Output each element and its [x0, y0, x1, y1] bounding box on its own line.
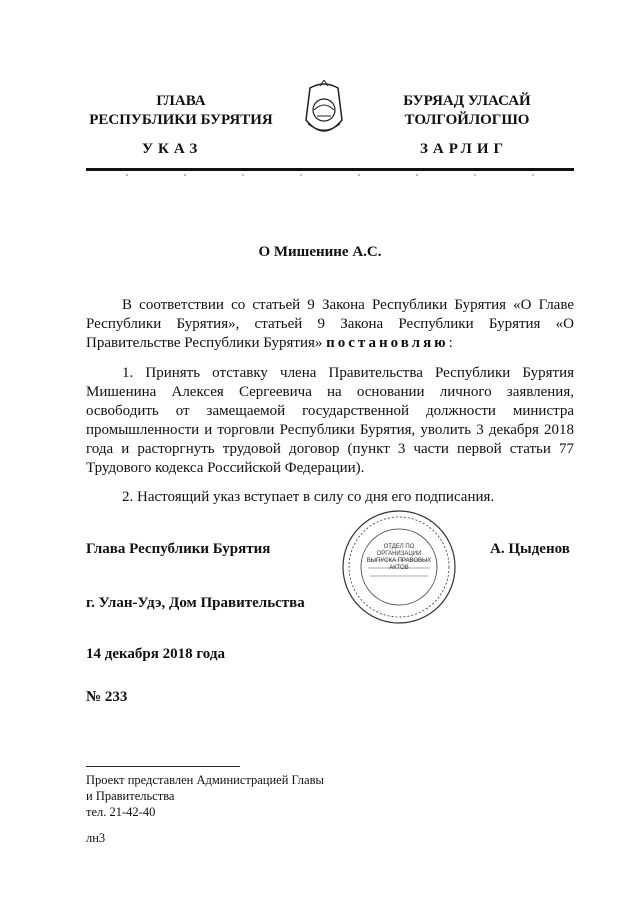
header-right-line1: БУРЯАД УЛАСАЙ: [403, 93, 531, 109]
coat-of-arms-emblem: [300, 80, 348, 146]
item-1-paragraph: [86, 364, 574, 478]
footer-code: лн3: [86, 831, 106, 845]
doc-type-zarlig: ЗАРЛИГ: [420, 141, 509, 157]
signatory-name: А. Цыденов: [490, 541, 570, 557]
footer-note: [86, 772, 324, 820]
header-left-line2: РЕСПУБЛИКИ БУРЯТИЯ: [89, 112, 273, 128]
header-left-line1: ГЛАВА: [156, 93, 206, 109]
signatory-position: Глава Республики Бурятия: [86, 541, 271, 557]
decree-number: № 233: [86, 689, 128, 705]
item-1-text: 1. Принять отставку члена Правительства Республики Бурятия Мишенина Алексея Сергеевича на основании личного заявления, освободить от замещаемой государственной должности министра промышленности и торговли Республики Бурятия, уволить 3 декабря 2018 года и расторгнуть трудовой договор (пункт 3 части первой статьи 77 Трудового кодекса Российской Федерации).: [86, 365, 574, 476]
item-2-text: 2. Настоящий указ вступает в силу со дня его подписания.: [122, 489, 495, 505]
footer-divider: [86, 766, 240, 767]
footer-line1: Проект представлен Администрацией Главы: [86, 773, 324, 787]
header-dots: [86, 174, 574, 180]
item-2-paragraph: [86, 488, 574, 507]
footer-phone: тел. 21-42-40: [86, 805, 156, 819]
signing-place: г. Улан-Удэ, Дом Правительства: [86, 595, 305, 611]
preamble-colon: :: [448, 335, 453, 351]
official-stamp: [340, 508, 458, 626]
header-divider: [86, 168, 574, 171]
stamp-text: ОТДЕЛ ПО ОРГАНИЗАЦИИ ВЫПУСКА ПРАВОВЫХ АКТОВ: [366, 544, 432, 571]
header-right: [372, 92, 562, 130]
header-left: [86, 92, 276, 130]
doc-type-ukaz: УКАЗ: [142, 141, 203, 157]
preamble-keyword: постановляю: [326, 335, 449, 351]
signing-date: 14 декабря 2018 года: [86, 646, 225, 662]
footer-line2: и Правительства: [86, 789, 175, 803]
preamble-text: В соответствии со статьей 9 Закона Республики Бурятия «О Главе Республики Бурятия», статьей 9 Закона Республики Бурятия «О Правительстве Республики Бурятия»: [86, 297, 574, 351]
document-title: О Мишенине А.С.: [258, 244, 382, 260]
preamble-paragraph: [86, 296, 574, 353]
header-right-line2: ТОЛГОЙЛОГШО: [404, 112, 530, 128]
